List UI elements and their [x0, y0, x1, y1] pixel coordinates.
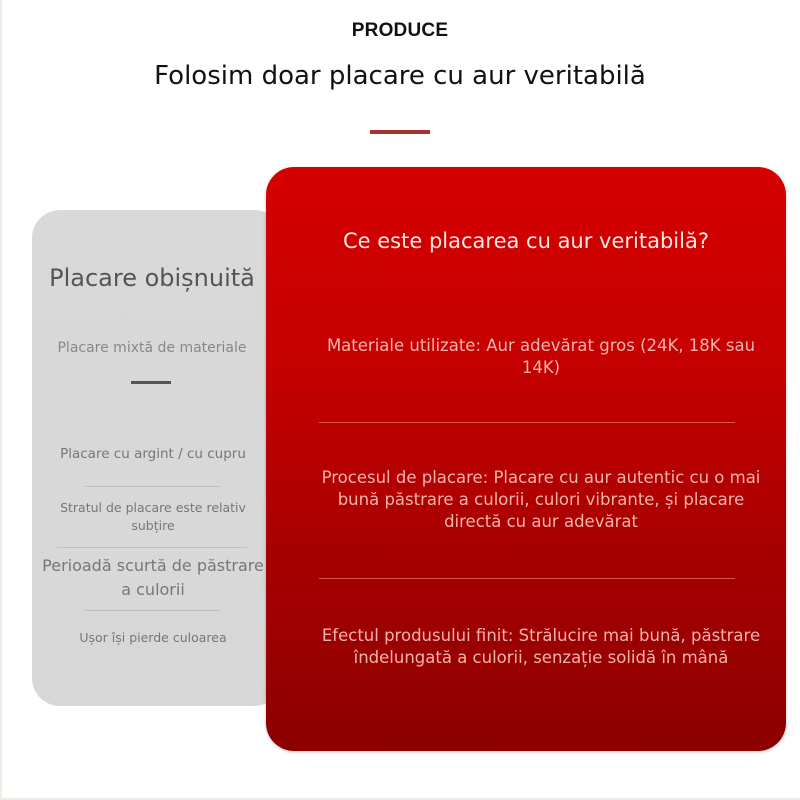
- genuine-feature-item: Materiale utilizate: Aur adevărat gros (24K, 18K sau 14K): [326, 336, 756, 377]
- ordinary-item-divider: [57, 547, 247, 548]
- title-accent-divider: [370, 130, 430, 134]
- ordinary-feature-item: Perioadă scurtă de păstrare a culorii: [42, 556, 264, 599]
- ordinary-plating-subtitle: Placare mixtă de materiale: [57, 340, 247, 356]
- ordinary-plating-title: Placare obișnuită: [49, 264, 255, 292]
- ordinary-item-divider: [85, 610, 220, 611]
- page-title: Folosim doar placare cu aur veritabilă: [154, 61, 646, 91]
- genuine-feature-item: Efectul produsului finit: Strălucire mai bună, păstrare îndelungată a culorii, senzație solidă în mână: [321, 626, 761, 667]
- genuine-feature-item: Procesul de placare: Placare cu aur autentic cu o mai bună păstrare a culorii, culori vibrante, și placare directă cu aur adevărat: [321, 468, 761, 531]
- ordinary-feature-item: Ușor își pierde culoarea: [79, 630, 227, 645]
- ordinary-card-dash-divider: [131, 381, 171, 384]
- genuine-item-divider: [319, 578, 735, 579]
- section-eyebrow: PRODUCE: [351, 20, 449, 41]
- ordinary-feature-item: Placare cu argint / cu cupru: [60, 446, 246, 462]
- genuine-gold-plating-title: Ce este placarea cu aur veritabilă?: [343, 229, 709, 253]
- ordinary-feature-item: Stratul de placare este relativ subțire: [60, 500, 246, 533]
- ordinary-item-divider: [85, 486, 220, 487]
- genuine-item-divider: [319, 422, 735, 423]
